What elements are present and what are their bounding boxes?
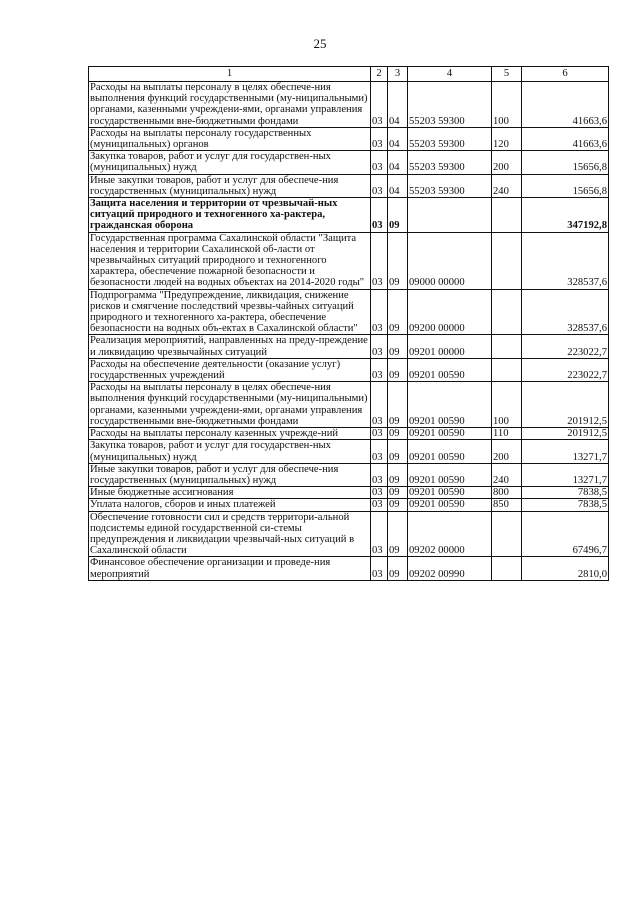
row-expense-type (492, 557, 522, 580)
header-cell-6: 6 (522, 67, 609, 82)
row-section: 03 (371, 511, 388, 557)
row-section: 03 (371, 382, 388, 428)
table-row (89, 463, 609, 486)
row-amount: 223022,7 (522, 335, 609, 358)
table-row (89, 289, 609, 335)
row-expense-type (492, 289, 522, 335)
row-section: 03 (371, 289, 388, 335)
row-expense-type (492, 232, 522, 289)
row-expense-type: 200 (492, 440, 522, 463)
row-subsection: 09 (388, 198, 408, 233)
row-amount: 7838,5 (522, 487, 609, 499)
row-expense-type (492, 511, 522, 557)
row-name: Расходы на выплаты персоналу государственных (муниципальных) органов (89, 127, 371, 150)
row-expense-type: 110 (492, 428, 522, 440)
table-row (89, 82, 609, 128)
row-name: Расходы на выплаты персоналу в целях обеспече-ния выполнения функций государственными (му-ниципальными) органами, казенными учреждени-ями, органами управления государственными вне-бюджетными фондами (89, 82, 371, 128)
row-target-code: 09201 00590 (408, 463, 492, 486)
row-expense-type (492, 358, 522, 381)
row-target-code: 09000 00000 (408, 232, 492, 289)
table-row (89, 557, 609, 580)
row-amount: 13271,7 (522, 463, 609, 486)
table-row (89, 127, 609, 150)
row-name: Расходы на выплаты персоналу в целях обеспече-ния выполнения функций государственными (му-ниципальными) органами, казенными учреждени-ями, органами управления государственными вне-бюджетными фондами (89, 382, 371, 428)
row-target-code: 09201 00590 (408, 440, 492, 463)
row-expense-type: 200 (492, 151, 522, 174)
row-amount: 328537,6 (522, 232, 609, 289)
row-subsection: 09 (388, 511, 408, 557)
row-target-code: 09201 00590 (408, 487, 492, 499)
row-target-code: 09201 00590 (408, 382, 492, 428)
budget-table (88, 66, 609, 581)
row-target-code: 55203 59300 (408, 82, 492, 128)
row-target-code: 09200 00000 (408, 289, 492, 335)
row-section: 03 (371, 232, 388, 289)
row-subsection: 09 (388, 463, 408, 486)
table-row (89, 335, 609, 358)
table-row (89, 428, 609, 440)
header-cell-2: 2 (371, 67, 388, 82)
row-subsection: 09 (388, 232, 408, 289)
row-target-code: 55203 59300 (408, 151, 492, 174)
row-section: 03 (371, 557, 388, 580)
row-section: 03 (371, 440, 388, 463)
row-amount: 41663,6 (522, 127, 609, 150)
row-expense-type: 240 (492, 174, 522, 197)
table-row (89, 174, 609, 197)
row-target-code: 55203 59300 (408, 127, 492, 150)
row-section: 03 (371, 174, 388, 197)
row-name: Расходы на выплаты персоналу казенных учрежде-ний (89, 428, 371, 440)
row-section: 03 (371, 487, 388, 499)
table-row (89, 382, 609, 428)
row-name: Обеспечение готовности сил и средств территори-альной подсистемы единой государственной си-стемы предупреждения и ликвидации чрезвычай-ных ситуаций в Сахалинской области (89, 511, 371, 557)
row-target-code: 09201 00590 (408, 428, 492, 440)
row-subsection: 09 (388, 499, 408, 511)
row-subsection: 04 (388, 174, 408, 197)
row-section: 03 (371, 127, 388, 150)
row-amount: 67496,7 (522, 511, 609, 557)
row-name: Закупка товаров, работ и услуг для государствен-ных (муниципальных) нужд (89, 440, 371, 463)
row-subsection: 04 (388, 82, 408, 128)
row-name: Финансовое обеспечение организации и проведе-ния мероприятий (89, 557, 371, 580)
row-target-code (408, 198, 492, 233)
row-target-code: 55203 59300 (408, 174, 492, 197)
row-section: 03 (371, 82, 388, 128)
row-section: 03 (371, 499, 388, 511)
row-name: Иные бюджетные ассигнования (89, 487, 371, 499)
table-row (89, 151, 609, 174)
row-amount: 7838,5 (522, 499, 609, 511)
row-subsection: 09 (388, 428, 408, 440)
row-subsection: 09 (388, 289, 408, 335)
table-row (89, 232, 609, 289)
row-section: 03 (371, 151, 388, 174)
row-expense-type (492, 198, 522, 233)
row-subsection: 04 (388, 127, 408, 150)
row-amount: 201912,5 (522, 382, 609, 428)
row-expense-type: 120 (492, 127, 522, 150)
row-subsection: 09 (388, 382, 408, 428)
row-target-code: 09201 00590 (408, 499, 492, 511)
row-expense-type: 800 (492, 487, 522, 499)
row-expense-type (492, 335, 522, 358)
row-expense-type: 850 (492, 499, 522, 511)
table-header-row (89, 67, 609, 82)
row-subsection: 09 (388, 358, 408, 381)
table-row (89, 487, 609, 499)
header-cell-5: 5 (492, 67, 522, 82)
row-section: 03 (371, 358, 388, 381)
row-subsection: 09 (388, 440, 408, 463)
header-cell-4: 4 (408, 67, 492, 82)
row-amount: 15656,8 (522, 151, 609, 174)
row-amount: 328537,6 (522, 289, 609, 335)
row-amount: 347192,8 (522, 198, 609, 233)
row-target-code: 09201 00590 (408, 358, 492, 381)
row-name: Подпрограмма "Предупреждение, ликвидация, снижение рисков и смягчение последствий чрезвы-чайных ситуаций природного и техногенного ха-рактера, обеспечение безопасности на водных объ-ектах в Сахалинской области" (89, 289, 371, 335)
row-amount: 2810,0 (522, 557, 609, 580)
row-section: 03 (371, 463, 388, 486)
row-target-code: 09201 00000 (408, 335, 492, 358)
row-expense-type: 100 (492, 382, 522, 428)
row-name: Защита населения и территории от чрезвычай-ных ситуаций природного и техногенного ха-рактера, гражданская оборона (89, 198, 371, 233)
row-name: Государственная программа Сахалинской области "Защита населения и территории Сахалинской об-ласти от чрезвычайных ситуаций природного и техногенного характера, обеспечение пожарной безопасности и безопасности людей на водных объектах на 2014-2020 годы" (89, 232, 371, 289)
row-name: Расходы на обеспечение деятельности (оказание услуг) государственных учреждений (89, 358, 371, 381)
row-subsection: 09 (388, 487, 408, 499)
row-name: Уплата налогов, сборов и иных платежей (89, 499, 371, 511)
row-section: 03 (371, 428, 388, 440)
table-row (89, 511, 609, 557)
header-cell-3: 3 (388, 67, 408, 82)
row-target-code: 09202 00000 (408, 511, 492, 557)
row-subsection: 04 (388, 151, 408, 174)
row-name: Иные закупки товаров, работ и услуг для обеспече-ния государственных (муниципальных) нужд (89, 174, 371, 197)
row-subsection: 09 (388, 335, 408, 358)
row-name: Закупка товаров, работ и услуг для государствен-ных (муниципальных) нужд (89, 151, 371, 174)
table-row (89, 358, 609, 381)
row-expense-type: 240 (492, 463, 522, 486)
row-amount: 223022,7 (522, 358, 609, 381)
row-expense-type: 100 (492, 82, 522, 128)
row-amount: 201912,5 (522, 428, 609, 440)
row-name: Реализация мероприятий, направленных на преду-преждение и ликвидацию чрезвычайных ситуаций (89, 335, 371, 358)
row-name: Иные закупки товаров, работ и услуг для обеспече-ния государственных (муниципальных) нужд (89, 463, 371, 486)
table-row (89, 440, 609, 463)
table-row-section-total (89, 198, 609, 233)
row-amount: 41663,6 (522, 82, 609, 128)
row-amount: 15656,8 (522, 174, 609, 197)
table-row (89, 499, 609, 511)
row-target-code: 09202 00990 (408, 557, 492, 580)
row-amount: 13271,7 (522, 440, 609, 463)
row-section: 03 (371, 198, 388, 233)
page-number: 25 (313, 36, 327, 51)
header-cell-1: 1 (89, 67, 371, 82)
row-subsection: 09 (388, 557, 408, 580)
row-section: 03 (371, 335, 388, 358)
